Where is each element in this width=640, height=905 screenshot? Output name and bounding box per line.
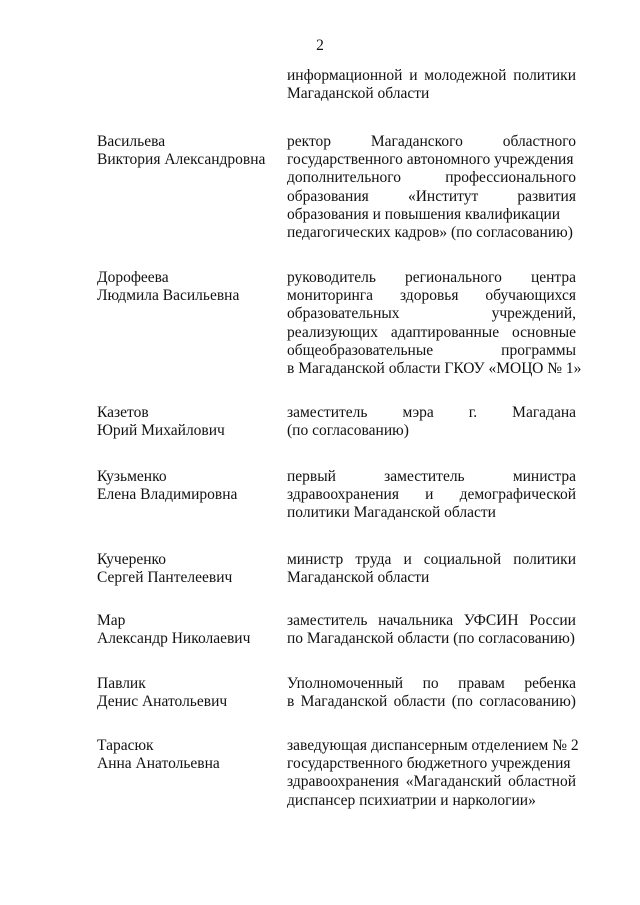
position-word: областной [508,773,576,791]
position-word: руководитель [287,269,376,286]
member-name-kuzmenko [97,468,282,504]
position-word: адаптированные [390,323,500,341]
position-word: молодежной [424,67,507,84]
position-line [287,169,576,187]
position-line [287,737,579,755]
member-given-names: Денис Анатольевич [97,693,228,711]
position-line [287,85,576,103]
position-word: здравоохранения [287,773,399,791]
member-name-vasilyeva [97,133,282,169]
position-word: образовательных [287,305,400,323]
member-position-mar [287,612,576,648]
position-word: Магаданской [300,693,388,711]
member-given-names: Людмила Васильевна [97,287,240,305]
position-word: ректор [287,133,332,150]
position-word: областного [502,133,576,150]
member-position-dorofeeva [287,269,582,378]
member-position-vasilyeva [287,133,576,242]
position-word: и [425,486,434,504]
position-word: первый [287,468,336,485]
position-word: учреждений, [491,305,576,323]
position-word: здоровья [399,287,459,305]
member-given-names: Александр Николаевич [97,630,251,648]
position-word: в [287,693,295,711]
member-surname: Дорофеева [97,269,169,286]
position-line [287,630,576,648]
position-word: государственного автономного учреждения [287,151,574,169]
member-position-tarasyuk [287,737,579,810]
position-word: УФСИН [463,612,519,629]
position-word: педагогических кадров» (по согласованию) [287,224,573,242]
member-given-names: Анна Анатольевна [97,755,220,773]
position-line [287,188,576,206]
position-line [287,693,576,711]
position-line [287,612,576,630]
position-line [287,755,576,773]
position-word: Магаданской области [287,85,430,103]
position-line [287,133,576,151]
member-surname: Казетов [97,404,149,421]
member-given-names: Сергей Пантелеевич [97,569,233,587]
position-word: регионального [404,269,502,286]
position-word: социальной [423,551,502,568]
member-name-mar [97,612,282,648]
member-surname: Кучеренко [97,551,167,568]
position-line [287,551,576,569]
position-word: здравоохранения [287,486,399,504]
member-given-names: Елена Владимировна [97,486,238,504]
position-word: России [529,612,576,629]
member-surname: Васильева [97,133,166,150]
position-word: Магаданской области [287,569,430,587]
member-position-kucherenko [287,551,576,587]
position-word: заведующая диспансерным отделением № 2 [287,737,579,754]
position-line [287,675,576,693]
position-word: политики [513,67,576,84]
position-line [287,305,576,323]
member-surname: Тарасюк [97,737,154,754]
position-word: Магадана [512,404,576,421]
member-name-pavlik [97,675,282,711]
position-word: заместитель [287,612,368,629]
position-line [287,67,576,85]
position-word: заместитель [384,468,465,485]
position-word: обучающихся [485,287,576,305]
position-line [287,422,576,440]
position-word: по Магаданской области (по согласованию) [287,630,575,648]
position-word: заместитель [287,404,368,421]
position-word: (по [451,693,473,711]
position-word: ребенка [524,675,576,692]
position-word: мэра [402,404,434,421]
continuation-position-text [287,67,576,103]
member-name-dorofeeva [97,269,282,305]
member-position-kuzmenko [287,468,576,523]
member-name-tarasyuk [97,737,282,773]
position-word: реализующих [287,323,378,341]
member-position-pavlik [287,675,576,711]
position-word: программы [501,341,576,359]
position-word: правам [458,675,505,692]
position-line [287,486,576,504]
position-word: основные [512,323,576,341]
position-word: государственного бюджетного учреждения [287,755,571,773]
position-line [287,269,576,287]
position-line [287,360,582,378]
position-word: в Магаданской области ГКОУ «МОЦО № 1» [287,360,582,378]
position-word: политики [513,551,576,568]
position-word: центра [530,269,576,286]
position-word: Магаданского [370,133,463,150]
position-word: начальника [378,612,454,629]
position-word: профессионального [445,169,576,187]
position-word: мониторинга [287,287,374,305]
position-word: г. [468,404,478,421]
position-word: «Институт [407,187,479,205]
position-word: Уполномоченный [287,675,404,692]
member-given-names: Виктория Александровна [97,151,266,169]
page-number: 2 [316,37,324,54]
position-word: «Магаданский [405,773,502,791]
member-position-kazetov [287,404,576,440]
position-line [287,224,576,242]
position-line [287,324,576,342]
member-surname: Кузьменко [97,468,167,485]
position-word: демографической [459,486,576,504]
position-line [287,404,576,422]
position-word: труда [355,551,392,568]
member-surname: Мар [97,612,126,629]
position-line [287,468,576,486]
position-word: политики Магаданской области [287,504,496,522]
position-word: по [422,675,439,692]
position-word: согласованию) [479,693,576,711]
position-line [287,504,576,522]
position-line [287,792,576,810]
position-word: (по согласованию) [287,422,409,440]
member-given-names: Юрий Михайлович [97,422,225,440]
position-word: министр [287,551,344,568]
position-word: диспансер психиатрии и наркологии» [287,791,536,809]
position-word: образования и повышения квалификации [287,205,561,223]
position-word: дополнительного [287,169,402,187]
position-word: развития [517,187,576,205]
member-name-kazetov [97,404,282,440]
position-line [287,287,576,305]
position-word: общеобразовательные [287,341,434,359]
position-line [287,773,576,791]
position-line [287,342,576,360]
position-line [287,206,576,224]
position-word: области [393,693,446,711]
position-line [287,569,576,587]
position-word: образования [287,187,369,205]
position-word: и [409,67,418,84]
member-surname: Павлик [97,675,146,692]
position-word: информационной [287,67,403,84]
position-line [287,151,576,169]
position-word: министра [512,468,576,485]
member-name-kucherenko [97,551,282,587]
position-word: и [403,551,412,568]
